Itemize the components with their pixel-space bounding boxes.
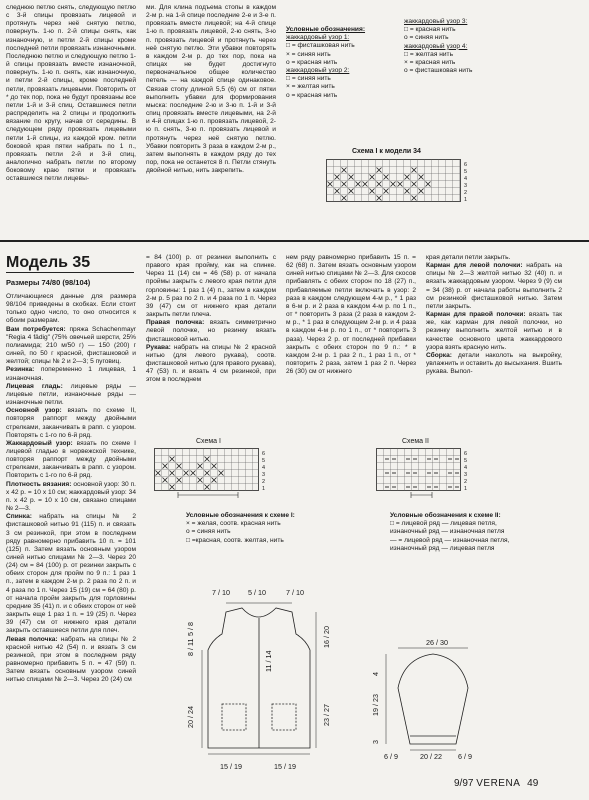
scheme1-chart [154,448,276,498]
vest-dim-body-height: 20 / 24 [186,706,195,728]
legend-scheme1-item: □ =красная, соотв. желтая, нить [186,536,284,544]
stitch-cross [349,175,354,180]
model-title: Модель 35 [6,254,91,271]
legend-scheme1-title: Условные обозначения к схеме I: [186,512,295,519]
legend-4-item: o = фисташковая нить [404,67,473,75]
stitch-cross [335,175,340,180]
scheme-row-label: 4 [464,465,468,471]
vest-dim-neck: 5 / 10 [248,588,266,597]
legend-scheme2-item: □ = лицевой ряд — лицевая петля, изнаночный ряд — изнаночная петля [390,520,505,536]
legend-1-item: o = красная нить [286,58,338,66]
scheme1-title: Схема I [196,438,221,445]
legend-4-title: жаккардовый узор 4: [404,42,468,50]
scheme-top-title: Схема I к модели 34 [352,148,421,155]
scheme-row-label: 1 [464,486,468,492]
vest-dim-armhole: 8 / 11 [186,638,195,656]
stitch-cross [205,457,210,462]
stitch-cross [205,471,210,476]
legend-1-item: □ = фисташковая нить [286,42,355,50]
vest-pocket-right [272,704,296,730]
stitch-cross [356,182,361,187]
stitch-cross [328,182,333,187]
vest-dim-neck-depth: 5 / 8 [186,622,195,636]
footer-page: 49 [527,778,539,789]
scheme-row-label: 5 [262,458,266,464]
scheme-row-label: 2 [262,479,266,485]
legend-heading: Условные обозначения: [286,26,366,33]
stitch-cross [405,189,410,194]
text-column-top-2: ми. Для клина подъема стопы в каждом 2-м р. на 1-й спице последние 2-е и 3-е п. провязать вместе лицевой; на 4-й спице 1-ю п. провязать лицевой, 2-ю снять, 3-ю п. провязать лицевой и протянуть через неё снятую петлю. Эти убавки повторять в каждом 2-м р. до тех пор, пока на спицах не будет достигнуто первоначальное общее количество петель — на каждой спице одинаковое. Связав стопу длиной 5,5 (6) см от пятки выполнить убавки для формирования мыска: последние 2-ю и 3-ю п. 1-й и 3-й спиц провязать вместе лицевыми, на 2-й и 4-й спицах 1-ю п. провязать лицевой, 2-ю п. снять, 3-ю п. провязать лицевой и протянуть через неё снятую петлю. Убавки повторить 3 раза в каждом 2-м р., затем выполнять в каждом ряду до тех пор, пока не останется 8 п. Петли стянуть двойной нитью, нить закрепить. [146,4,276,175]
repeat-arrows [411,492,432,498]
vest-pocket-left [222,704,246,730]
stitch-cross [363,182,368,187]
stitch-cross [163,478,168,483]
legend-scheme1 [186,512,326,545]
legend-top-right [404,18,514,75]
scheme-row-label: 6 [464,451,468,457]
scheme-row-label: 3 [262,472,266,478]
stitch-cross [398,182,403,187]
title-underline [6,272,134,273]
stitch-cross [419,189,424,194]
legend-3-item: □ = красная нить [404,26,456,34]
sleeve-outline [398,654,468,744]
model-sizes: Размеры 74/80 (98/104) [6,278,91,287]
scheme-row-label: 6 [464,162,468,168]
repeat-arrows [178,492,238,498]
scheme-row-label: 3 [464,472,468,478]
legend-3-title: жаккардовый узор 3: [404,18,468,25]
legend-3-item: o = синяя нить [404,34,449,42]
legend-2-title: жаккардовый узор 2: [286,67,350,75]
stitch-cross [219,471,224,476]
stitch-cross [342,196,347,201]
vest-dim-neck-front: 11 / 14 [264,650,273,672]
text-column-top-1: следнюю петлю снять, следующую петлю с 3-й спицы провязать лицевой и протянуть через неё снятую петлю, повернуть. 1-ю п. 2-й спицы снять, как изнаночную, и петли 2-й спицы кроме последней петли провязать изнаночными. Последнюю петлю и следующую петлю 1-й спицы провязать вместе изнаночной, повернуть. 1-ю п. снять, как изнаночную, и петли 2-й спицы, кроме последней петли, провязать лицевыми. Повторить от * до тех пор, пока не будут провязаны все петли 1-й и 3-й спиц. Оставшиеся петли распределить на 2 спицы и продолжить вязание по кругу, начав от середины. В следующем ряду провязать лицевыми петли 1-й спицы, из каждой кром. петли боковой края пятки набрать по 1 п., провязать петли 2-й и 3-й спиц, аналогично набрать петли по второму боковому краю пятки и провязать оставшиеся петли лицевы- [6,4,136,183]
footer-brand: VERENA [476,778,521,789]
stitch-cross [412,182,417,187]
scheme-row-label: 3 [464,183,468,189]
sleeve-dim-length: 19 / 23 [371,694,380,716]
stitch-cross [384,175,389,180]
sleeve-dim-bottom-left: 6 / 9 [384,752,398,761]
stitch-cross [412,168,417,173]
vest-pattern [192,600,332,760]
legend-scheme1-item: o = синяя нить [186,528,231,536]
vest-dim-shoulder: 7 / 10 [286,588,304,597]
stitch-cross [377,182,382,187]
legend-1-item: × = синяя нить [286,50,331,58]
sleeve-dim-top: 26 / 30 [426,638,448,647]
stitch-cross [405,175,410,180]
model-column-3: нем ряду равномерно прибавить 15 п. = 62 (68) п. Затем вязать основным узором синей нитью спицами № 2—3. Для скосов прибавлять с обеих сторон по 18 (27) п., прибавляемые петли включать в узор: 2 раза в каждом следующем 4-м р., * 1 раз в 6-м р. и 2 раза в каждом 4-м р. по 1 п., от * повторить 3 раза (2 раза в каждом 2-м р., * 1 раз в следующем 2-м р. и 4 раза в каждом 4-м р. по 1 п., от * повторить 3 раза). Через 2 р. от последней прибавки закрыть с обеих сторон по 9 п.: * в каждом 2-м р. 1 раз 2 п., 1 раз 1 п., от * повторить 2 раза, затем 1 раз 2 п. Через 26 (30) см от нижнего [286,254,416,376]
stitch-cross [377,168,382,173]
stitch-cross [212,464,217,469]
legend-4-item: × = красная нить [404,59,456,67]
scheme-row-label: 1 [262,486,266,492]
vest-dim-half-width: 15 / 19 [274,762,296,771]
stitch-cross [349,189,354,194]
legend-2-item: o = красная нить [286,91,338,99]
stitch-cross [170,471,175,476]
footer-issue: 9/97 [454,778,474,789]
stitch-cross [170,457,175,462]
stitch-cross [412,196,417,201]
legend-1-title: жаккардовый узор 1: [286,34,350,42]
sleeve-dim-bottom: 20 / 22 [420,752,442,761]
legend-2-item: × = желтая нить [286,83,335,91]
sleeve-dim-bottom-right: 6 / 9 [458,752,472,761]
stitch-cross [377,196,382,201]
stitch-cross [163,464,168,469]
legend-scheme2-item: — = лицевой ряд — изнаночная петля, изнаночный ряд — лицевая петля [390,536,510,552]
scheme2-title: Схема II [402,438,429,445]
legend-scheme2 [390,512,520,553]
legend-top-left [286,26,406,100]
stitch-cross [156,471,161,476]
scheme-row-label: 5 [464,169,468,175]
scheme-row-label: 4 [262,465,266,471]
vest-dim-front-height: 16 / 20 [322,626,331,648]
scheme-top-chart [326,159,476,207]
stitch-cross [205,485,210,490]
scheme2-chart [376,448,476,498]
stitch-cross [370,175,375,180]
legend-2-item: □ = синяя нить [286,75,331,83]
stitch-cross [342,182,347,187]
stitch-cross [198,464,203,469]
model-column-1: Отличающиеся данные для размера 98/104 приведены в скобках. Если стоит только одно число, то оно относится к обоим размерам. Вам потребуется: пряжа Schachenmayr "Regia 4 fädig" (75% овечьей шерсти, 25% полиамида; 210 м/50 г) — 150 (200) г синей, по 50 г красной, фисташковой и желтой; спицы № 2 и 2—3; 5 пуговиц. Резинка: попеременно 1 лицевая, 1 изнаночная. Лицевая гладь: лицевые ряды — лицевые петли, изнаночные ряды — изнаночные петли. Основной узор: вязать по схеме II, повторяя раппорт между двойными стрелками, заканчивать в рапп. с узором. Повторять с 1-го по 6-й ряд. Жаккардовый узор: вязать по схеме I лицевой гладью в норвежской технике, повторяя раппорт между двойными стрелками, заканчивать в рапп. с узором. Повторить с 1-го по 6-й ряд. Плотность вязания: основной узор: 30 п. x 42 р. = 10 x 10 см; жаккардовый узор: 34 п. x 42 р. = 10 x 10 см, связано спицами № 2—3. Спинка: набрать на спицы № 2 фисташковой нитью 91 (115) п. и связать 3 см резинкой, при этом в последнем ряду равномерно прибавить 10 п. = 101 (125) п. Затем вязать основным узором синей нитью спицами № 2—3. Через 20 (24) см = 84 (100) р. от резинки закрыть с обеих сторон для пройм по 9 п.: 1 раз 1 п., затем в каждом 2-м р. 2 раза по 2 п. и 4 раза по 1 п. Через 15 (19) см = 64 (80) р. от начала пройм закрыть для горловины средние 35 (41) п. и с обеих сторон от неё закрыть еще 1 раз 1 п. = 19 (25) п. Через 39 (47) см от нижнего края детали закрыть оставшиеся петли для плеч. Левая полочка: набрать на спицы № 2 красной нитью 42 (54) п. и вязать 3 см резинкой, при этом в последнем ряду равномерно прибавить 5 п. = 47 (59) п. Затем вязать основным узором синей нитью спицами № 2—3. Через 20 (24) см [6,293,137,684]
legend-4-item: □ = желтая нить [404,50,453,58]
sleeve-pattern [378,640,488,760]
model-column-4: края детали петли закрыть. Карман для левой полочки: набрать на спицы № 2—3 желтой нитью 32 (40) п. и вязать жаккардовым узором. Через 9 (9) см = 34 (38) р. от начала работы выполнить 2 см резинкой фисташковой нитью. Затем петли закрыть. Карман для правой полочки: вязать так же, как карман для левой полочки, но резинку выполнить желтой нитью и в качестве основного цвета жаккардового узора взять красную нить. Сборка: детали наколоть на выкройку, увлажнить и оставить до высыхания. Вшить рукава. Выпол- [426,254,562,376]
legend-scheme2-title: Условные обозначения к схеме II: [390,512,501,519]
stitch-cross [198,478,203,483]
stitch-cross [212,478,217,483]
dimension-lines [386,648,468,750]
stitch-cross [391,182,396,187]
stitch-cross [177,478,182,483]
vest-dim-half-width: 15 / 19 [220,762,242,771]
stitch-cross [335,189,340,194]
footer [454,778,538,789]
scheme-row-label: 2 [464,479,468,485]
scheme-row-label: 6 [262,451,266,457]
scheme-row-label: 1 [464,197,468,203]
section-divider [0,240,589,242]
stitch-cross [191,471,196,476]
stitch-cross [419,175,424,180]
stitch-cross [384,189,389,194]
stitch-cross [370,189,375,194]
scheme-row-label: 4 [464,176,468,182]
stitch-cross [177,464,182,469]
model-column-2: = 84 (100) р. от резинки выполнить с правого края пройму, как на спинке. Через 11 (14) см = 46 (58) р. от начала проймы закрыть с левого края петли для горловины: 1 раз 1 (4) п., затем в каждом 2-м р. 5 раз по 2 п. и 4 раза по 1 п. Через 39 (47) см от нижнего края детали закрыть петли плеча. Правая полочка: вязать симметрично левой полочке, но резинку вязать фисташковой нитью. Рукава: набрать на спицы № 2 красной нитью (для левого рукава), соотв. фисташковой нитью (для правого рукава), 47 (53) п. и вязать 4 см резинкой, при этом в последнем [146,254,276,384]
scheme-row-label: 5 [464,458,468,464]
vest-dim-shoulder: 7 / 10 [212,588,230,597]
sleeve-dim-cuff: 3 [371,740,380,744]
stitch-cross [184,471,189,476]
vest-dim-total-height: 23 / 27 [322,704,331,726]
sleeve-dim-cap: 4 [371,672,380,676]
scheme-row-label: 2 [464,190,468,196]
stitch-cross [342,168,347,173]
stitch-cross [426,182,431,187]
legend-scheme1-item: × = желая, соотв. красная нить [186,520,281,528]
stitch-cross [170,485,175,490]
